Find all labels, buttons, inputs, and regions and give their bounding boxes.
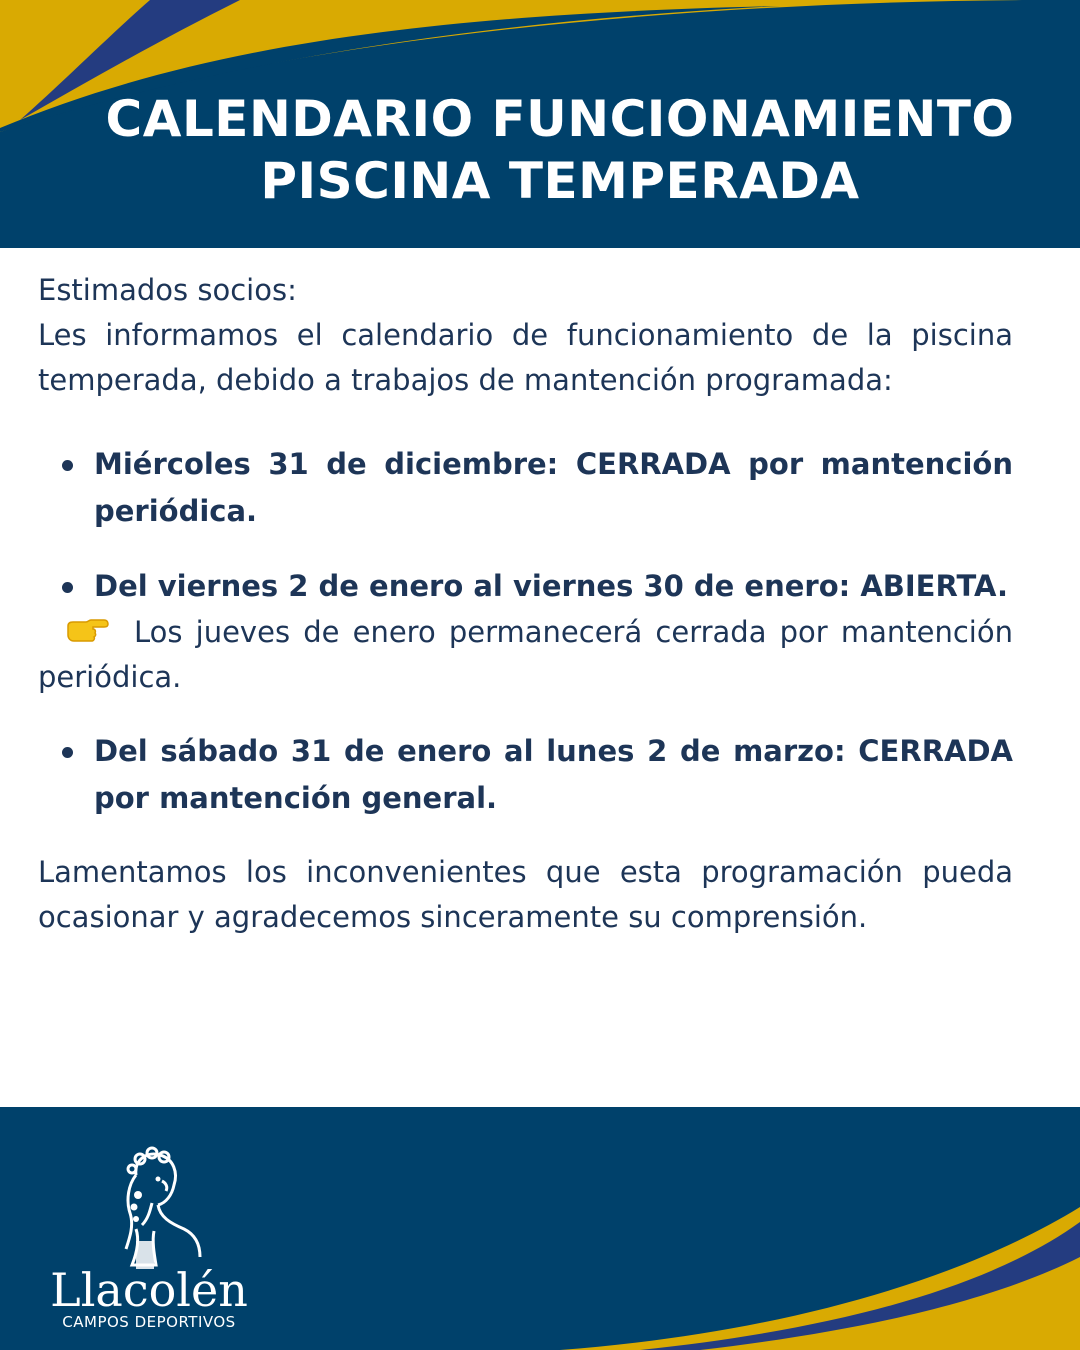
logo-subtitle: CAMPOS DEPORTIVOS <box>62 1313 236 1331</box>
header-banner <box>0 0 1080 248</box>
schedule-item <box>38 563 1013 610</box>
page-title <box>60 88 1060 212</box>
intro-paragraph: Les informamos el calendario de funcionamiento de la piscina temperada, debido a trabajos de mantención programada: <box>38 318 1013 397</box>
announcement-body <box>38 268 1013 940</box>
schedule-item <box>38 441 1013 535</box>
bullet-icon <box>62 747 73 758</box>
closing-paragraph: Lamentamos los inconvenientes que esta programación pueda ocasionar y agradecemos sinceramente su comprensión. <box>38 855 1013 934</box>
bullet-icon <box>62 582 73 593</box>
note-text: Los jueves de enero permanecerá cerrada por mantención periódica. <box>38 615 1013 694</box>
bullet-icon <box>62 460 73 471</box>
schedule-item <box>38 728 1013 822</box>
note-paragraph <box>38 610 1013 700</box>
llacolen-logo <box>44 1145 254 1331</box>
schedule-item-text: Miércoles 31 de diciembre: CERRADA por mantención periódica. <box>94 447 1013 528</box>
schedule-item-text: Del viernes 2 de enero al viernes 30 de enero: ABIERTA. <box>94 569 1009 603</box>
title-line-1: CALENDARIO FUNCIONAMIENTO <box>105 90 1015 148</box>
footer-banner <box>0 1107 1080 1350</box>
greeting: Estimados socios: <box>38 273 297 307</box>
logo-wordmark: Llacolén <box>50 1263 248 1317</box>
title-line-2: PISCINA TEMPERADA <box>260 152 860 210</box>
pointing-hand-icon <box>64 616 110 646</box>
schedule-item-text: Del sábado 31 de enero al lunes 2 de marzo: CERRADA por mantención general. <box>94 734 1013 815</box>
